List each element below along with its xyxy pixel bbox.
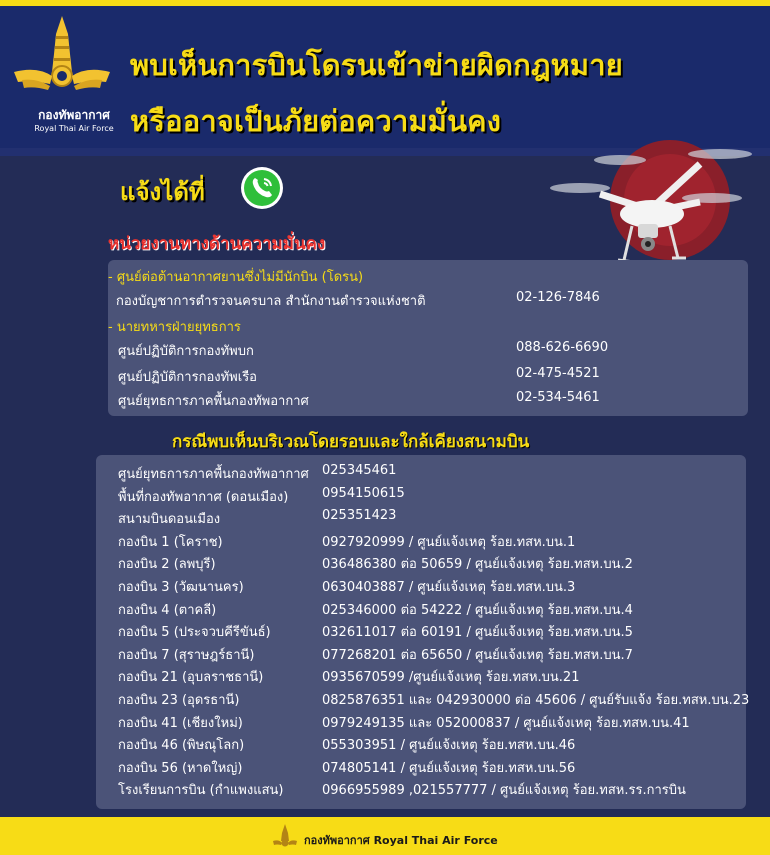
airfield-phone: 0979249135 และ 052000837 / ศูนย์แจ้งเหตุ ร้อย.ทสห.บน.41: [322, 715, 690, 731]
airfield-phone: 0966955989 ,021557777 / ศูนย์แจ้งเหตุ ร้อย.ทสห.รร.การบิน: [322, 783, 686, 799]
airfield-phone: 077268201 ต่อ 65650 / ศูนย์แจ้งเหตุ ร้อย.ทสห.บน.7: [322, 647, 633, 663]
airfield-name: กองบิน 21 (อุบลราชธานี): [118, 670, 264, 686]
security-name: กองบัญชาการตำรวจนครบาล สำนักงานตำรวจแห่งชาติ: [116, 294, 426, 309]
rtaf-logo: [12, 14, 114, 133]
airfield-name: กองบิน 4 (ตาคลี): [118, 602, 217, 618]
airfield-phone: 025351423: [322, 508, 397, 524]
footer-logo-icon: [272, 823, 298, 851]
airfield-panel: [96, 455, 750, 809]
phone-icon: [240, 166, 284, 210]
security-subhead-drone: - ศูนย์ต่อต้านอากาศยานซึ่งไม่มีนักบิน (โดรน): [108, 270, 364, 285]
airfield-phone: 0825876351 และ 042930000 ต่อ 45606 / ศูนย์รับแจ้ง ร้อย.ทสห.บน.23: [322, 693, 750, 708]
security-name: ศูนย์ปฏิบัติการกองทัพเรือ: [118, 370, 257, 385]
rtaf-emblem-icon: [12, 14, 112, 106]
airfield-name: กองบิน 7 (สุราษฎร์ธานี): [118, 647, 255, 663]
security-subhead-operations: - นายทหารฝ่ายยุทธการ: [108, 320, 241, 335]
headline-line-1: พบเห็นการบินโดรนเข้าข่ายผิดกฎหมาย: [130, 48, 623, 82]
airfield-name: พื้นที่กองทัพอากาศ (ดอนเมือง): [118, 489, 289, 505]
security-phone: 02-126-7846: [516, 290, 600, 305]
airfield-phone: 0935670599 /ศูนย์แจ้งเหตุ ร้อย.ทสห.บน.21: [322, 670, 580, 686]
airfield-phone: 0954150615: [322, 485, 405, 501]
logo-subtitle: Royal Thai Air Force: [34, 124, 114, 133]
report-label: แจ้งได้ที่: [120, 178, 205, 206]
airfield-name: กองบิน 5 (ประจวบคีรีขันธ์): [118, 625, 271, 641]
drone-illustration: [540, 140, 760, 280]
airfield-name: ศูนย์ยุทธการภาคพื้นกองทัพอากาศ: [118, 467, 309, 482]
airfield-name: กองบิน 1 (โคราช): [118, 534, 223, 550]
headline-line-2: หรืออาจเป็นภัยต่อความมั่นคง: [130, 104, 502, 138]
airfield-phone: 0927920999 / ศูนย์แจ้งเหตุ ร้อย.ทสห.บน.1: [322, 534, 576, 550]
airfield-phone: 025345461: [322, 463, 397, 478]
airfield-phone: 036486380 ต่อ 50659 / ศูนย์แจ้งเหตุ ร้อย.ทสห.บน.2: [322, 557, 633, 573]
airfield-phone: 0630403887 / ศูนย์แจ้งเหตุ ร้อย.ทสห.บน.3: [322, 580, 576, 595]
airfield-name: กองบิน 46 (พิษณุโลก): [118, 738, 245, 754]
security-phone: 088-626-6690: [516, 340, 609, 355]
airfield-title: กรณีพบเห็นบริเวณโดยรอบและใกล้เคียงสนามบิน: [172, 432, 530, 452]
security-title: หน่วยงานทางด้านความมั่นคง: [108, 234, 326, 254]
airfield-name: สนามบินดอนเมือง: [118, 512, 221, 528]
airfield-name: กองบิน 3 (วัฒนานคร): [118, 580, 244, 595]
airfield-phone: 025346000 ต่อ 54222 / ศูนย์แจ้งเหตุ ร้อย.ทสห.บน.4: [322, 602, 633, 618]
security-panel: [108, 260, 748, 416]
airfield-name: กองบิน 56 (หาดใหญ่): [118, 760, 243, 776]
security-phone: 02-475-4521: [516, 366, 600, 381]
airfield-name: กองบิน 23 (อุดรธานี): [118, 693, 240, 708]
airfield-name: กองบิน 2 (ลพบุรี): [118, 557, 216, 573]
security-name: ศูนย์ปฏิบัติการกองทัพบก: [118, 344, 254, 359]
airfield-phone: 055303951 / ศูนย์แจ้งเหตุ ร้อย.ทสห.บน.46: [322, 738, 576, 754]
logo-name: กองทัพอากาศ: [38, 108, 110, 122]
security-phone: 02-534-5461: [516, 390, 600, 405]
airfield-name: กองบิน 41 (เชียงใหม่): [118, 715, 243, 731]
footer-text: กองทัพอากาศ Royal Thai Air Force: [304, 834, 498, 847]
airfield-phone: 074805141 / ศูนย์แจ้งเหตุ ร้อย.ทสห.บน.56: [322, 760, 576, 776]
airfield-name: โรงเรียนการบิน (กำแพงแสน): [118, 783, 284, 799]
footer: [0, 817, 770, 855]
security-name: ศูนย์ยุทธการภาคพื้นกองทัพอากาศ: [118, 394, 309, 409]
airfield-phone: 032611017 ต่อ 60191 / ศูนย์แจ้งเหตุ ร้อย.ทสห.บน.5: [322, 625, 633, 641]
